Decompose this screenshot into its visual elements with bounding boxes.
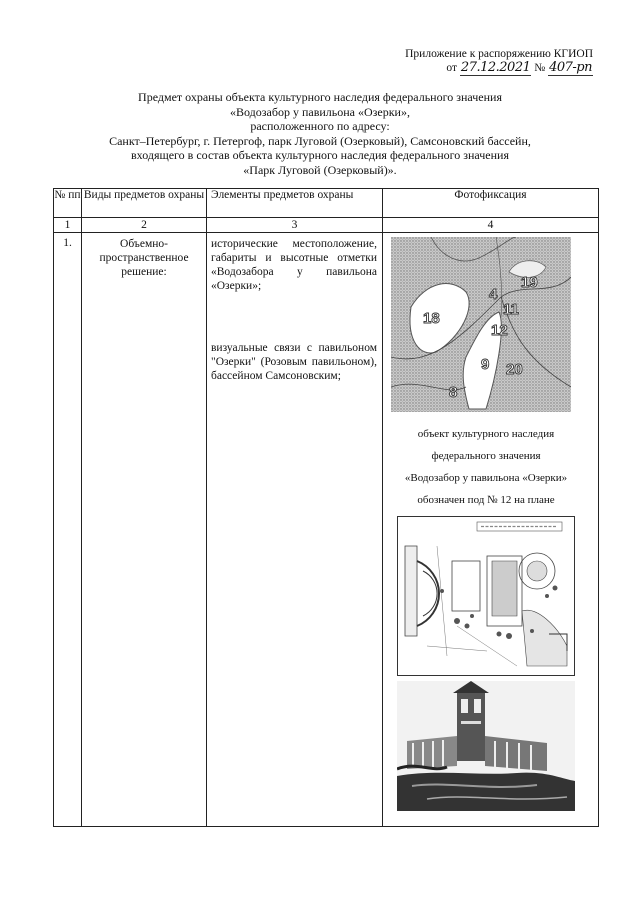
map-label: 4: [489, 286, 498, 303]
table-header-row: [54, 189, 599, 218]
caption-line: «Водозабор у павильона «Озерки»: [404, 472, 568, 484]
elements-text-1: исторические местоположение, габариты и высотные отметки «Водозабора у павильона «Озерки»;: [211, 238, 377, 292]
table-row: [54, 233, 599, 827]
map-label: 11: [503, 301, 519, 318]
caption-line: обозначен под № 12 на плане: [417, 494, 555, 506]
header-elements: Элементы предметов охраны: [207, 189, 383, 218]
title-line: «Парк Луговой (Озерковый)».: [243, 162, 397, 177]
appendix-no-label: №: [534, 62, 546, 74]
col-number: 4: [383, 218, 599, 233]
col-number: 1: [54, 218, 82, 233]
column-number-row: [54, 218, 599, 233]
caption-line: федерального значения: [431, 450, 541, 462]
historical-plan-image: [397, 516, 575, 676]
title-line: расположенного по адресу:: [250, 119, 390, 133]
title-line: Предмет охраны объекта культурного наследия федерального значения: [138, 90, 502, 104]
appendix-line2: [405, 61, 593, 75]
document-title: [40, 90, 600, 177]
col-number: 2: [82, 218, 207, 233]
protection-table: [53, 188, 599, 827]
title-line: «Водозабор у павильона «Озерки»,: [230, 104, 410, 119]
map-label: 18: [423, 310, 440, 327]
row-photo-cell: [383, 233, 599, 827]
map-label: 8: [449, 384, 458, 401]
row-elements: [207, 233, 383, 827]
row-type: Объемно-пространственное решение:: [82, 233, 207, 827]
photo-caption: [385, 423, 587, 511]
title-line: входящего в состав объекта культурного наследия федерального значения: [131, 148, 509, 162]
map-label: 12: [491, 322, 508, 339]
title-line: Санкт–Петербург, г. Петергоф, парк Луговой (Озерковый), Самсоновский бассейн,: [109, 133, 531, 148]
col-number: 3: [207, 218, 383, 233]
map-label: 19: [521, 274, 538, 291]
appendix-number: 407-рп: [549, 60, 592, 75]
elements-text-2: визуальные связи с павильоном "Озерки" (Розовым павильоном), бассейном Самсоновским;: [211, 342, 377, 382]
map-label: 20: [506, 361, 523, 378]
appendix-prefix: от: [446, 62, 458, 74]
header-num: № пп: [54, 189, 82, 218]
header-type: Виды предметов охраны: [82, 189, 207, 218]
site-map-image: [391, 237, 571, 412]
header-photo: Фотофиксация: [383, 189, 599, 218]
pavilion-photo: [397, 681, 575, 811]
map-label: 9: [481, 356, 490, 373]
appendix-note: [405, 47, 593, 75]
caption-line: объект культурного наследия: [417, 428, 555, 440]
appendix-line1: Приложение к распоряжению КГИОП: [405, 48, 593, 60]
appendix-date: 27.12.2021: [460, 60, 531, 75]
row-number: 1.: [54, 233, 82, 827]
